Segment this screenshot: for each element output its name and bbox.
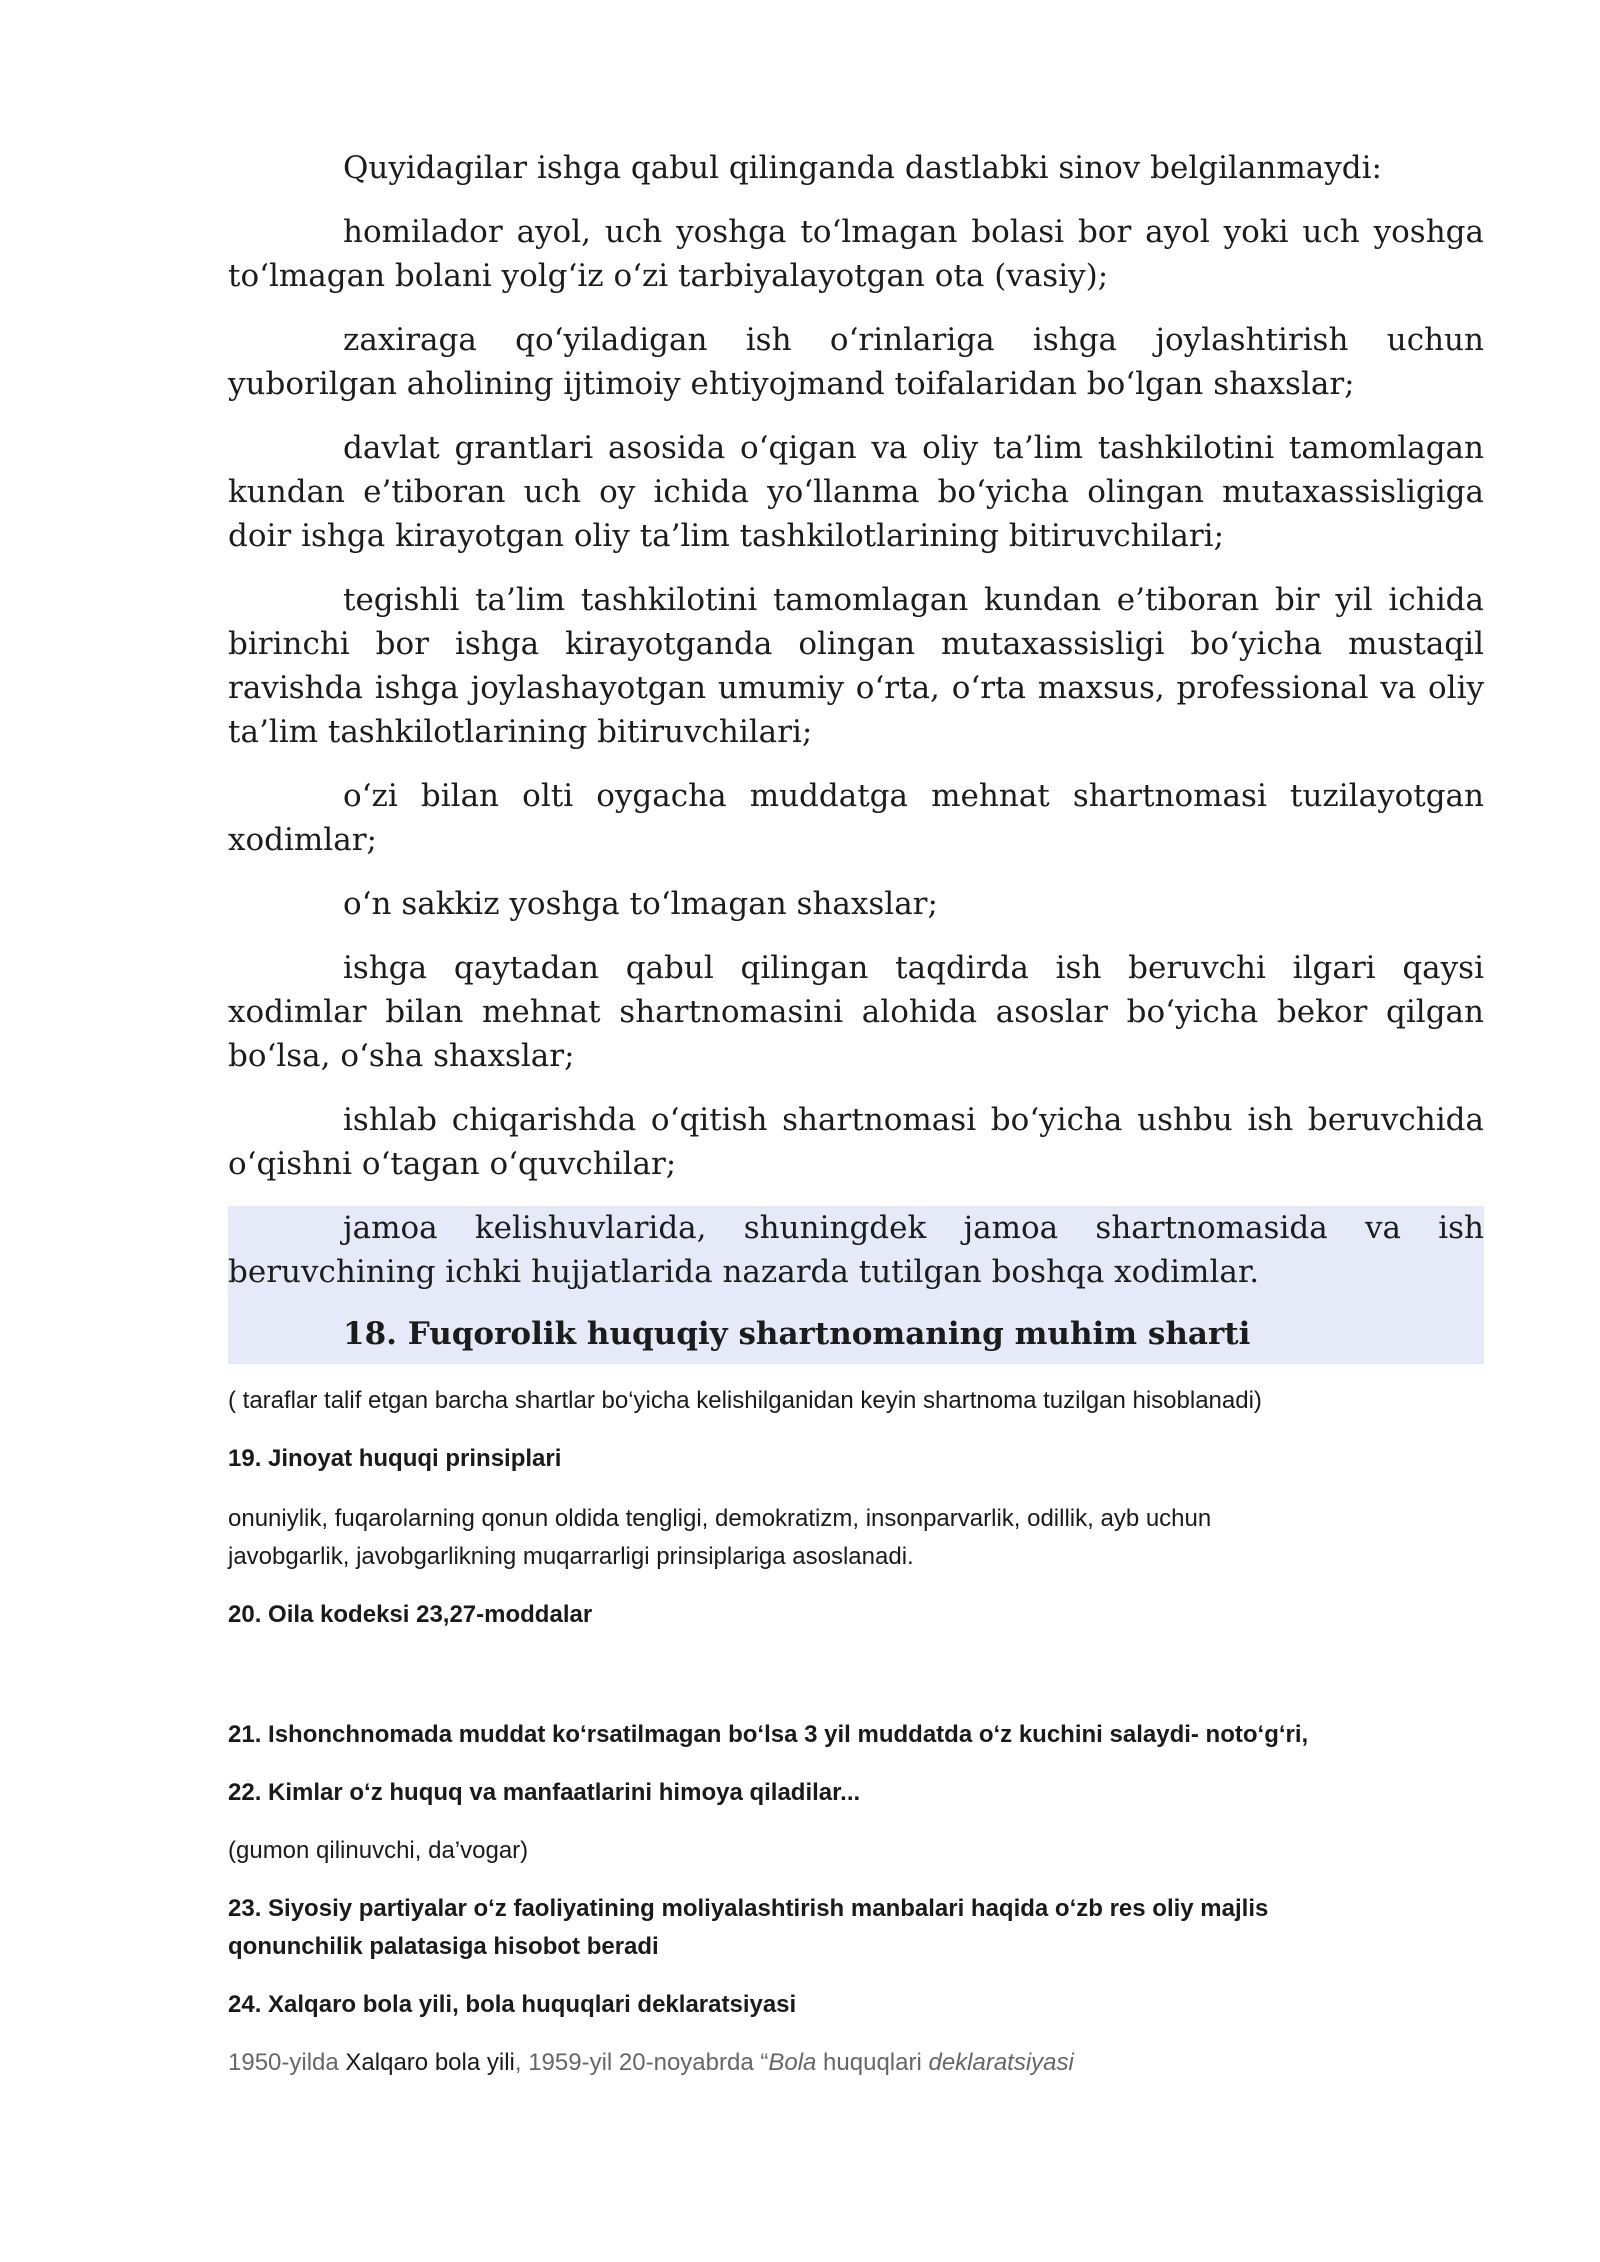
question-23-title-line-2: qonunchilik palatasiga hisobot beradi [228, 1933, 659, 1960]
paragraph-item-7: ishga qaytadan qabul qilingan taqdirda ish beruvchi ilgari qaysi xodimlar bilan mehnat shartnomasini alohida asoslar bo‘yicha bekor qilgan bo‘lsa, o‘sha shaxslar; [228, 950, 1484, 1074]
paragraph-item-3: davlat grantlari asosida o‘qigan va oliy ta’lim tashkilotini tamomlagan kundan e’tiboran uch oy ichida yo‘llanma bo‘yicha olingan mutaxassisligiga doir ishga kirayotgan oliy ta’lim tashkilotlarining bitiruvchilari; [228, 430, 1484, 554]
q24-part-1: 1950-yilda [228, 2049, 346, 2076]
question-18-title: Fuqorolik huquqiy shartnomaning muhim sharti [396, 1316, 1251, 1352]
q24-part-4: Bola [768, 2049, 817, 2076]
paragraph-item-1: homilador ayol, uch yoshga to‘lmagan bolasi bor ayol yoki uch yoshga to‘lmagan bolani yolg‘iz o‘zi tarbiyalayotgan ota (vasiy); [228, 214, 1484, 294]
paragraph-item-9: jamoa kelishuvlarida, shuningdek jamoa shartnomasida va ish beruvchining ichki hujjatlarida nazarda tutilgan boshqa xodimlar. [228, 1210, 1484, 1290]
question-19-answer-line-2: javobgarlik, javobgarlikning muqarrarligi prinsiplariga asoslanadi. [228, 1543, 914, 1570]
paragraph-item-6: o‘n sakkiz yoshga to‘lmagan shaxslar; [343, 886, 938, 922]
paragraph-item-2: zaxiraga qo‘yiladigan ish o‘rinlariga ishga joylashtirish uchun yuborilgan aholining ijtimoiy ehtiyojmand toifalaridan bo‘lgan shaxslar; [228, 322, 1484, 402]
question-18-number: 18. [343, 1316, 397, 1352]
question-21-title: 21. Ishonchnomada muddat ko‘rsatilmagan bo‘lsa 3 yil muddatda o‘z kuchini salaydi- noto‘g‘ri, [228, 1721, 1309, 1748]
sans-text-block [228, 1382, 1484, 2082]
paragraph-item-5: o‘zi bilan olti oygacha muddatga mehnat shartnomasi tuzilayotgan xodimlar; [228, 778, 1484, 858]
question-20-title: 20. Oila kodeksi 23,27-moddalar [228, 1601, 593, 1628]
paragraph-item-4: tegishli ta’lim tashkilotini tamomlagan kundan e’tiboran bir yil ichida birinchi bor ishga kirayotganda olingan mutaxassisligi bo‘yicha mustaqil ravishda ishga joylashayotgan umumiy o‘rta, o‘rta maxsus, professional va oliy ta’lim tashkilotlarining bitiruvchilari; [228, 582, 1484, 750]
highlighted-selection [228, 1206, 1484, 1364]
question-18-answer: ( taraflar talif etgan barcha shartlar bo‘yicha kelishilganidan keyin shartnoma tuzilgan hisoblanadi) [228, 1387, 1262, 1414]
paragraph-item-8: ishlab chiqarishda o‘qitish shartnomasi bo‘yicha ushbu ish beruvchida o‘qishni o‘tagan o‘quvchilar; [228, 1102, 1484, 1182]
q24-part-5: huquqlari [816, 2049, 929, 2076]
question-24-answer [228, 2044, 1484, 2082]
q24-part-3: , 1959-yil 20-noyabrda “ [514, 2049, 769, 2076]
serif-text-block [228, 146, 1484, 1364]
question-24-title: 24. Xalqaro bola yili, bola huquqlari deklaratsiyasi [228, 1991, 797, 2018]
q24-part-6: deklaratsiyasi [928, 2049, 1074, 2076]
question-18-heading [228, 1312, 1484, 1362]
question-22-title: 22. Kimlar o‘z huquq va manfaatlarini himoya qiladilar... [228, 1779, 861, 1806]
question-19-answer-line-1: onuniylik, fuqarolarning qonun oldida tengligi, demokratizm, insonparvarlik, odillik, ayb uchun [228, 1505, 1212, 1532]
question-23-title-line-1: 23. Siyosiy partiyalar o‘z faoliyatining moliyalashtirish manbalari haqida o‘zb res oliy majlis [228, 1895, 1269, 1922]
question-19-title: 19. Jinoyat huquqi prinsiplari [228, 1445, 562, 1472]
paragraph-intro: Quyidagilar ishga qabul qilinganda dastlabki sinov belgilanmaydi: [343, 150, 1382, 186]
q24-part-2: Xalqaro bola yili [345, 2049, 515, 2076]
question-22-answer: (gumon qilinuvchi, da’vogar) [228, 1837, 529, 1864]
